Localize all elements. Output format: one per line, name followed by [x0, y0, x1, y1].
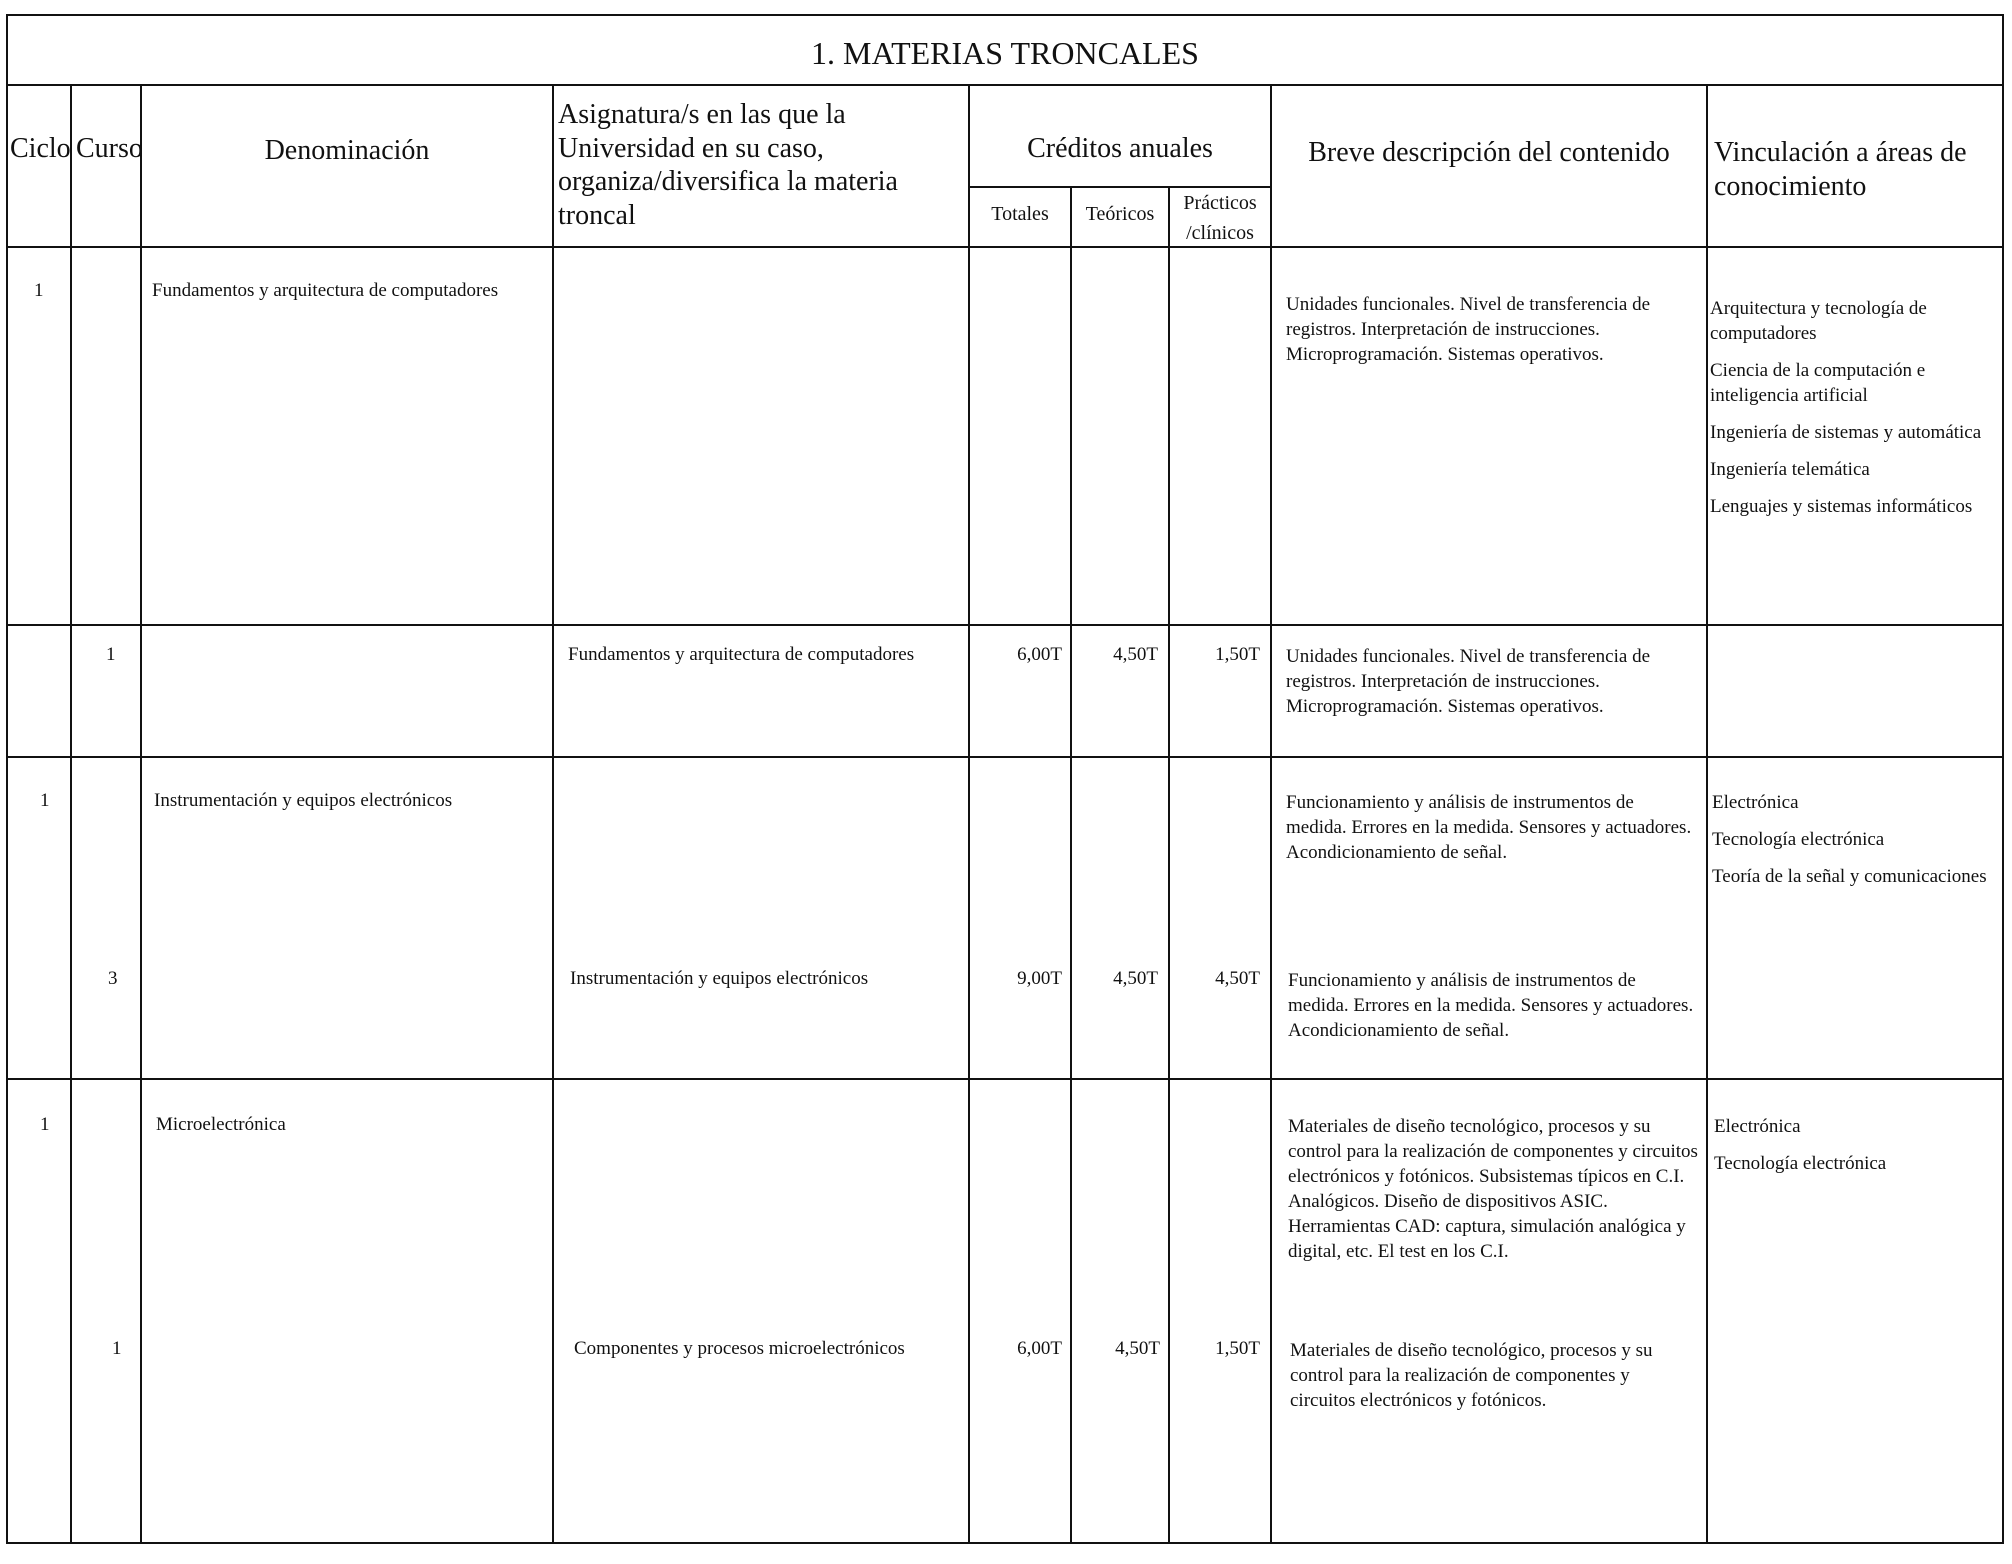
cell-ciclo: 1 [40, 790, 50, 811]
area-item: Electrónica [1714, 1116, 1801, 1137]
cell-areas [1712, 790, 2000, 901]
cell-practicos: 1,50T [1215, 644, 1260, 665]
cell-denominacion: Microelectrónica [156, 1114, 286, 1135]
area-item: Tecnología electrónica [1712, 829, 1885, 850]
cell-descripcion: Funcionamiento y análisis de instrumentos de medida. Errores en la medida. Sensores y actuadores. Acondicionamiento de señal. [1286, 792, 1692, 863]
column-divider [1270, 84, 1272, 1544]
cell-teoricos: 4,50T [1115, 1338, 1160, 1359]
cell-asignatura: Instrumentación y equipos electrónicos [570, 968, 869, 989]
header-totales: Totales [991, 203, 1049, 225]
title-divider [6, 84, 2004, 86]
cell-areas [1710, 296, 2000, 531]
area-item: Arquitectura y tecnología de computadores [1710, 298, 1927, 344]
area-item: Teoría de la señal y comunicaciones [1712, 866, 1987, 887]
cell-practicos: 1,50T [1215, 1338, 1260, 1359]
cell-teoricos: 4,50T [1113, 968, 1158, 989]
table-border-right [2002, 14, 2004, 1544]
cell-practicos: 4,50T [1215, 968, 1260, 989]
column-divider [552, 84, 554, 1544]
cell-descripcion: Materiales de diseño tecnológico, procesos y su control para la realización de componentes y circuitos electrónicos y fotónicos. Subsistemas típicos en C.I. Analógicos. Diseño de dispositivos ASIC. Herramientas CAD: captura, simulación analógica y digital, etc. El test en los C.I. [1288, 1116, 1698, 1262]
row-divider [6, 756, 2004, 758]
cell-descripcion: Funcionamiento y análisis de instrumentos de medida. Errores en la medida. Sensores y actuadores. Acondicionamiento de señal. [1288, 970, 1694, 1041]
cell-teoricos: 4,50T [1113, 644, 1158, 665]
table-border-bottom [6, 1542, 2004, 1544]
header-creditos: Créditos anuales [1027, 133, 1213, 164]
header-ciclo: Ciclo [10, 133, 71, 164]
table-title: 1. MATERIAS TRONCALES [811, 35, 1199, 71]
materias-troncales-table [6, 14, 2004, 1544]
header-curso: Curso [76, 133, 143, 164]
cell-ciclo: 1 [34, 280, 44, 301]
cell-denominacion: Instrumentación y equipos electrónicos [154, 790, 453, 811]
cell-asignatura: Componentes y procesos microelectrónicos [574, 1338, 905, 1359]
cell-asignatura: Fundamentos y arquitectura de computadores [568, 644, 915, 665]
cell-ciclo: 1 [40, 1114, 50, 1135]
column-divider [968, 84, 970, 1544]
table-border-top [6, 14, 2004, 16]
header-denominacion: Denominación [264, 135, 430, 166]
column-divider [70, 84, 72, 1544]
header-asignatura: Asignatura/s en las que la Universidad en su caso, organiza/diversifica la materia troncal [558, 99, 898, 231]
area-item: Ingeniería telemática [1710, 459, 1870, 480]
row-divider [6, 624, 2004, 626]
cell-totales: 6,00T [1017, 644, 1062, 665]
row-divider [6, 1078, 2004, 1080]
header-vinculacion: Vinculación a áreas de conocimiento [1714, 137, 1967, 202]
cell-curso: 3 [108, 968, 118, 989]
cell-descripcion: Unidades funcionales. Nivel de transferencia de registros. Interpretación de instrucciones. Microprogramación. Sistemas operativos. [1286, 294, 1651, 365]
cell-areas [1714, 1114, 2000, 1188]
area-item: Ingeniería de sistemas y automática [1710, 422, 1982, 443]
header-practicos: Prácticos /clínicos [1183, 192, 1257, 244]
table-border-left [6, 14, 8, 1544]
column-divider [140, 84, 142, 1544]
area-item: Electrónica [1712, 792, 1799, 813]
cell-totales: 9,00T [1017, 968, 1062, 989]
cell-descripcion: Unidades funcionales. Nivel de transferencia de registros. Interpretación de instrucciones. Microprogramación. Sistemas operativos. [1286, 646, 1651, 717]
header-descripcion: Breve descripción del contenido [1308, 137, 1670, 168]
area-item: Tecnología electrónica [1714, 1153, 1887, 1174]
cell-denominacion: Fundamentos y arquitectura de computadores [152, 280, 499, 301]
column-divider [1706, 84, 1708, 1544]
area-item: Ciencia de la computación e inteligencia artificial [1710, 360, 1926, 406]
cell-curso: 1 [112, 1338, 122, 1359]
header-bottom-rule [6, 246, 2004, 248]
cell-totales: 6,00T [1017, 1338, 1062, 1359]
header-teoricos: Teóricos [1085, 203, 1155, 225]
area-item: Lenguajes y sistemas informáticos [1710, 496, 1973, 517]
cell-descripcion: Materiales de diseño tecnológico, procesos y su control para la realización de componentes y circuitos electrónicos y fotónicos. [1290, 1340, 1653, 1411]
cell-curso: 1 [106, 644, 116, 665]
